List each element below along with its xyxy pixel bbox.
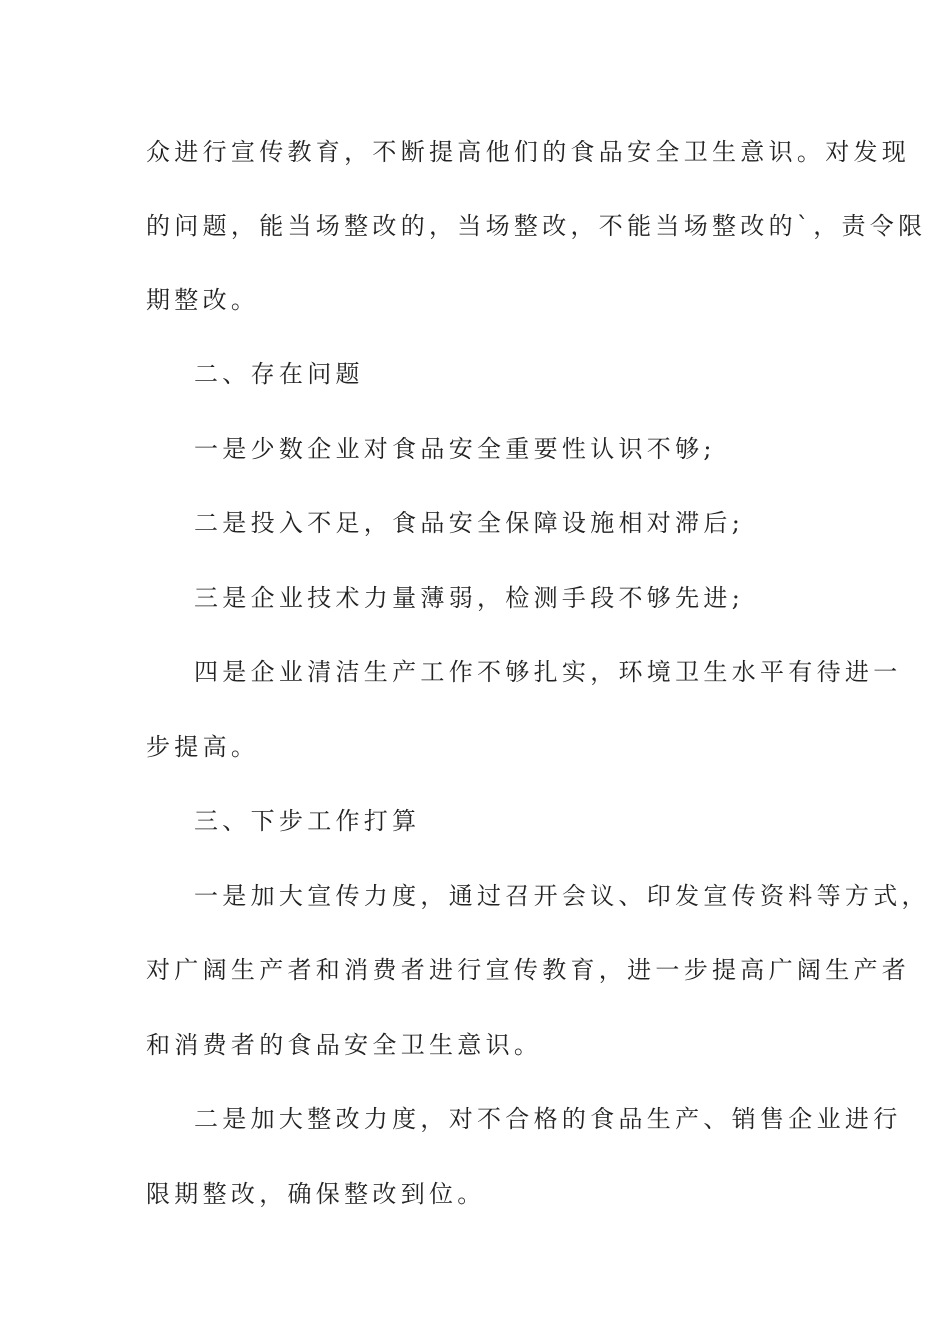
paragraph-line: 二是加大整改力度，对不合格的食品生产、销售企业进行	[194, 1105, 902, 1133]
paragraph-line: 众进行宣传教育，不断提高他们的食品安全卫生意识。对发现	[146, 138, 911, 166]
section-heading: 三、下步工作打算	[194, 807, 421, 835]
paragraph-line: 二是投入不足，食品安全保障设施相对滞后;	[194, 509, 745, 537]
paragraph-line: 期整改。	[146, 286, 260, 314]
paragraph-line: 和消费者的食品安全卫生意识。	[146, 1031, 543, 1059]
paragraph-line: 对广阔生产者和消费者进行宣传教育，进一步提高广阔生产者	[146, 956, 911, 984]
paragraph-line: 三是企业技术力量薄弱，检测手段不够先进;	[194, 584, 745, 612]
paragraph-line: 一是少数企业对食品安全重要性认识不够;	[194, 435, 716, 463]
paragraph-line: 步提高。	[146, 733, 260, 761]
paragraph-line: 一是加大宣传力度，通过召开会议、印发宣传资料等方式，	[194, 882, 930, 910]
paragraph-line: 的问题，能当场整改的，当场整改，不能当场整改的`，责令限	[146, 212, 927, 240]
paragraph-line: 限期整改，确保整改到位。	[146, 1180, 486, 1208]
section-heading: 二、存在问题	[194, 360, 364, 388]
paragraph-line: 四是企业清洁生产工作不够扎实，环境卫生水平有待进一	[194, 658, 902, 686]
